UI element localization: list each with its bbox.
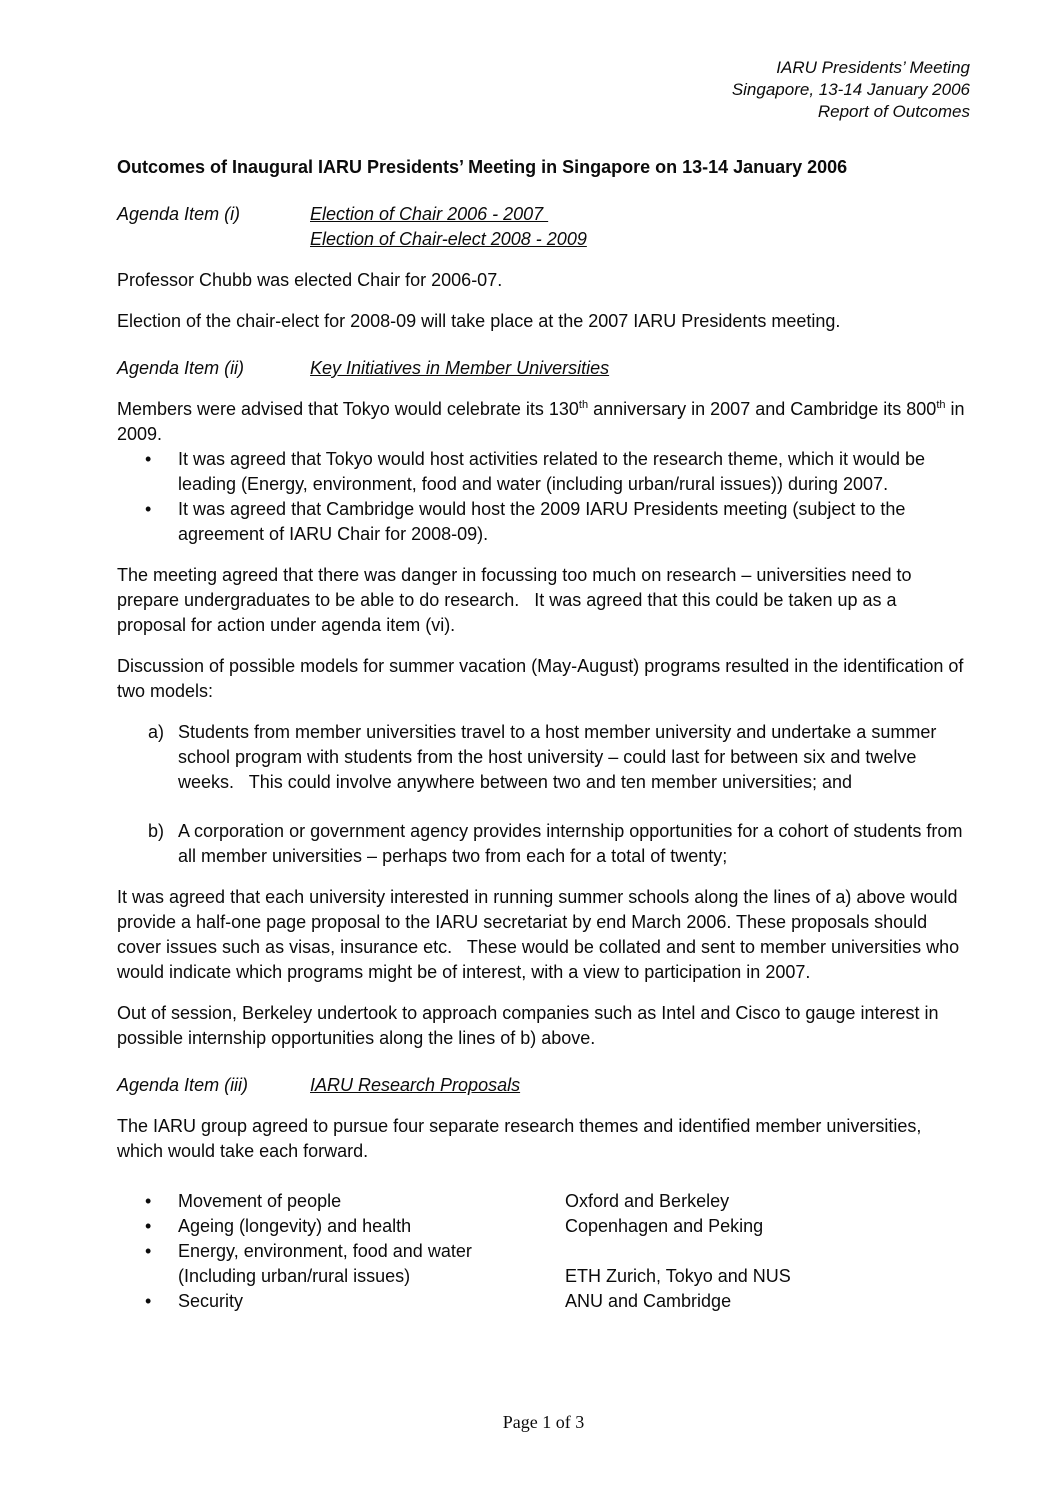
research-theme-text: Movement of people [178, 1191, 342, 1211]
page-footer [117, 1410, 970, 1497]
bullet-icon: • [145, 1216, 152, 1236]
agenda-item-ii-label: Agenda Item (ii) [117, 358, 245, 378]
agenda-item-iii [117, 1073, 970, 1098]
research-theme [178, 1189, 565, 1214]
page-title: Outcomes of Inaugural IARU Presidents’ Meeting in Singapore on 13-14 January 2006 [117, 157, 848, 177]
summer-models-list [117, 720, 970, 869]
agenda-item-i-topics [310, 202, 970, 252]
research-theme [178, 1214, 565, 1239]
research-themes-list [117, 1189, 970, 1314]
agenda-topic: Election of Chair-elect 2008 - 2009 [310, 229, 587, 249]
bullet-icon: • [145, 449, 152, 469]
research-theme-text-line2: (Including urban/rural issues) [178, 1266, 411, 1286]
agenda-item-iii-topics [310, 1073, 970, 1098]
page-number: Page 1 of 3 [502, 1412, 585, 1432]
bullet-icon: • [145, 1241, 152, 1261]
research-universities: Oxford and Berkeley [565, 1191, 730, 1211]
list-marker-b: b) [148, 821, 165, 841]
paragraph-professor-chubb: Professor Chubb was elected Chair for 2006-07. [117, 270, 503, 290]
model-b-text: A corporation or government agency provides internship opportunities for a cohort of students from all member universities – perhaps two from each for a total of twenty; [178, 821, 968, 866]
table-row [145, 1289, 970, 1314]
paragraph-meeting-agreed: The meeting agreed that there was danger in focussing too much on research – universities need to prepare undergraduates to be able to do research. It was agreed that this could be taken up as a proposal for action under agenda item (vi). [117, 565, 917, 635]
members-text-part2: anniversary in 2007 and Cambridge its 800 [588, 399, 937, 419]
bullet-text-cambridge-host: It was agreed that Cambridge would host the 2009 IARU Presidents meeting (subject to the agreement of IARU Chair for 2008-09). [178, 499, 911, 544]
research-universities: ANU and Cambridge [565, 1291, 732, 1311]
research-theme-text: Energy, environment, food and water [178, 1241, 472, 1261]
agenda-topic: Key Initiatives in Member Universities [310, 358, 610, 378]
research-theme [178, 1239, 565, 1289]
agenda-item-i-label: Agenda Item (i) [117, 204, 241, 224]
research-universities: ETH Zurich, Tokyo and NUS [565, 1266, 791, 1286]
header-meeting-name: IARU Presidents’ Meeting [776, 58, 970, 77]
paragraph-out-of-session: Out of session, Berkeley undertook to approach companies such as Intel and Cisco to gauge interest in possible internship opportunities along the lines of b) above. [117, 1003, 944, 1048]
bullet-text-tokyo-host: It was agreed that Tokyo would host activities related to the research theme, which it would be leading (Energy, environment, food and water (including urban/rural issues)) during 2007. [178, 449, 931, 494]
paragraph-chair-elect: Election of the chair-elect for 2008-09 will take place at the 2007 IARU Presidents meeting. [117, 311, 841, 331]
superscript-th: th [936, 399, 946, 411]
research-theme-text: Security [178, 1291, 244, 1311]
paragraph-discussion-models: Discussion of possible models for summer vacation (May-August) programs resulted in the identification of two models: [117, 656, 969, 701]
superscript-th: th [578, 399, 589, 411]
key-initiatives-bullet-list [117, 447, 970, 547]
table-row [145, 1189, 970, 1214]
paragraph-members-advised [117, 397, 970, 447]
agenda-topic: Election of Chair 2006 - 2007 [310, 204, 549, 224]
bullet-icon: • [145, 499, 152, 519]
members-text-part3: in 2009. [117, 399, 970, 444]
bullet-icon: • [145, 1291, 152, 1311]
research-theme [178, 1289, 565, 1314]
agenda-topic: IARU Research Proposals [310, 1075, 521, 1095]
research-theme-text: Ageing (longevity) and health [178, 1216, 412, 1236]
list-marker-a: a) [148, 722, 165, 742]
members-text-part1: Members were advised that Tokyo would celebrate its 130 [117, 399, 579, 419]
agenda-item-iii-label: Agenda Item (iii) [117, 1075, 249, 1095]
agenda-item-ii-topics [310, 356, 970, 381]
table-row [145, 1214, 970, 1239]
research-universities: Copenhagen and Peking [565, 1216, 764, 1236]
paragraph-summer-schools: It was agreed that each university interested in running summer schools along the lines of a) above would provide a half-one page proposal to the IARU secretariat by end March 2006. These proposals should cover issues such as visas, insurance etc. These would be collated and sent to member universities who would indicate which programs might be of interest, with a view to participation in 2007. [117, 887, 965, 982]
list-item-model-a [148, 720, 970, 795]
header-report-label: Report of Outcomes [817, 102, 970, 121]
list-item [145, 497, 970, 547]
header-location-date: Singapore, 13-14 January 2006 [731, 80, 970, 99]
table-row [145, 1239, 970, 1289]
document-header [117, 57, 970, 123]
bullet-icon: • [145, 1191, 152, 1211]
list-item-model-b [148, 819, 970, 869]
agenda-item-i [117, 202, 970, 252]
paragraph-iaru-group: The IARU group agreed to pursue four separate research themes and identified member universities, which would take each forward. [117, 1116, 927, 1161]
agenda-item-ii [117, 356, 970, 381]
model-a-text: Students from member universities travel to a host member university and undertake a summer school program with students from the host university – could last for between six and twelve weeks. This could involve anywhere between two and ten member universities; and [178, 722, 942, 792]
list-item [145, 447, 970, 497]
